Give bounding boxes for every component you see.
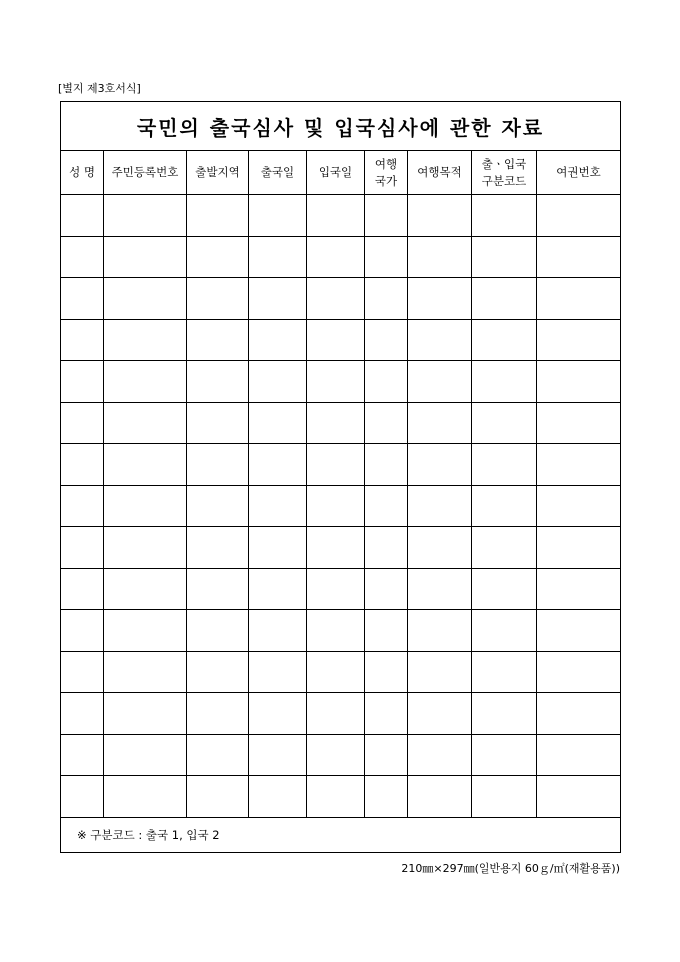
cell-entry-date[interactable] <box>307 278 365 320</box>
cell-entry-date[interactable] <box>307 568 365 610</box>
cell-entry-date[interactable] <box>307 610 365 652</box>
cell-travel-country[interactable] <box>365 568 408 610</box>
cell-travel-country[interactable] <box>365 485 408 527</box>
cell-departure-area[interactable] <box>187 278 249 320</box>
cell-departure-date[interactable] <box>249 610 307 652</box>
cell-resident-number[interactable] <box>104 361 187 403</box>
cell-travel-purpose[interactable] <box>408 236 472 278</box>
cell-travel-purpose[interactable] <box>408 693 472 735</box>
table-row <box>61 651 621 693</box>
col-entry-date: 입국일 <box>307 151 365 195</box>
cell-entry-date[interactable] <box>307 693 365 735</box>
cell-entry-date[interactable] <box>307 361 365 403</box>
cell-departure-area[interactable] <box>187 236 249 278</box>
col-passport-number: 여권번호 <box>537 151 621 195</box>
cell-travel-country[interactable] <box>365 776 408 818</box>
cell-resident-number[interactable] <box>104 319 187 361</box>
cell-departure-date[interactable] <box>249 776 307 818</box>
cell-entry-date[interactable] <box>307 527 365 569</box>
cell-entry-date[interactable] <box>307 651 365 693</box>
immigration-record-form <box>60 101 621 853</box>
cell-departure-date[interactable] <box>249 236 307 278</box>
cell-type-code[interactable] <box>472 361 537 403</box>
cell-resident-number[interactable] <box>104 527 187 569</box>
col-travel-country: 여행 국가 <box>365 151 408 195</box>
cell-name[interactable] <box>61 693 104 735</box>
cell-resident-number[interactable] <box>104 444 187 486</box>
table-row <box>61 319 621 361</box>
header-row <box>61 151 621 195</box>
cell-name[interactable] <box>61 734 104 776</box>
cell-travel-purpose[interactable] <box>408 527 472 569</box>
cell-type-code[interactable] <box>472 236 537 278</box>
table-row <box>61 485 621 527</box>
cell-travel-purpose[interactable] <box>408 651 472 693</box>
cell-departure-date[interactable] <box>249 402 307 444</box>
cell-passport-number[interactable] <box>537 402 621 444</box>
cell-name[interactable] <box>61 236 104 278</box>
cell-entry-date[interactable] <box>307 776 365 818</box>
cell-departure-date[interactable] <box>249 527 307 569</box>
cell-travel-purpose[interactable] <box>408 485 472 527</box>
cell-name[interactable] <box>61 444 104 486</box>
cell-departure-date[interactable] <box>249 651 307 693</box>
cell-resident-number[interactable] <box>104 485 187 527</box>
form-title-cell <box>61 102 621 151</box>
cell-passport-number[interactable] <box>537 693 621 735</box>
cell-type-code[interactable] <box>472 776 537 818</box>
cell-resident-number[interactable] <box>104 693 187 735</box>
cell-travel-country[interactable] <box>365 319 408 361</box>
cell-travel-purpose[interactable] <box>408 610 472 652</box>
table-row <box>61 568 621 610</box>
cell-passport-number[interactable] <box>537 278 621 320</box>
table-row <box>61 693 621 735</box>
cell-passport-number[interactable] <box>537 734 621 776</box>
col-departure-area: 출발지역 <box>187 151 249 195</box>
cell-departure-area[interactable] <box>187 402 249 444</box>
cell-departure-area[interactable] <box>187 734 249 776</box>
cell-departure-date[interactable] <box>249 361 307 403</box>
table-row <box>61 734 621 776</box>
form-label: [별지 제3호서식] <box>58 82 141 95</box>
cell-travel-country[interactable] <box>365 693 408 735</box>
table-row <box>61 402 621 444</box>
cell-type-code[interactable] <box>472 319 537 361</box>
cell-passport-number[interactable] <box>537 527 621 569</box>
table-row <box>61 278 621 320</box>
cell-type-code[interactable] <box>472 527 537 569</box>
col-travel-purpose: 여행목적 <box>408 151 472 195</box>
paper-spec: 210㎜×297㎜(일반용지 60ｇ/㎡(재활용품)) <box>401 862 620 875</box>
cell-name[interactable] <box>61 776 104 818</box>
cell-name[interactable] <box>61 402 104 444</box>
cell-type-code[interactable] <box>472 402 537 444</box>
cell-passport-number[interactable] <box>537 195 621 237</box>
cell-passport-number[interactable] <box>537 236 621 278</box>
cell-departure-area[interactable] <box>187 568 249 610</box>
cell-name[interactable] <box>61 610 104 652</box>
cell-entry-date[interactable] <box>307 236 365 278</box>
cell-name[interactable] <box>61 568 104 610</box>
cell-type-code[interactable] <box>472 195 537 237</box>
cell-type-code[interactable] <box>472 734 537 776</box>
cell-travel-purpose[interactable] <box>408 776 472 818</box>
col-departure-date: 출국일 <box>249 151 307 195</box>
cell-travel-purpose[interactable] <box>408 361 472 403</box>
cell-type-code[interactable] <box>472 651 537 693</box>
cell-departure-area[interactable] <box>187 693 249 735</box>
cell-passport-number[interactable] <box>537 319 621 361</box>
table-body <box>61 195 621 818</box>
cell-departure-area[interactable] <box>187 361 249 403</box>
table-row <box>61 527 621 569</box>
cell-departure-date[interactable] <box>249 278 307 320</box>
cell-travel-country[interactable] <box>365 195 408 237</box>
cell-travel-country[interactable] <box>365 236 408 278</box>
table-row <box>61 236 621 278</box>
form-title: 국민의 출국심사 및 입국심사에 관한 자료 <box>136 115 545 140</box>
cell-departure-area[interactable] <box>187 444 249 486</box>
cell-departure-date[interactable] <box>249 568 307 610</box>
cell-passport-number[interactable] <box>537 485 621 527</box>
table-row <box>61 610 621 652</box>
cell-type-code[interactable] <box>472 693 537 735</box>
cell-departure-area[interactable] <box>187 651 249 693</box>
table-row <box>61 361 621 403</box>
cell-resident-number[interactable] <box>104 402 187 444</box>
cell-departure-area[interactable] <box>187 776 249 818</box>
cell-travel-purpose[interactable] <box>408 444 472 486</box>
cell-travel-purpose[interactable] <box>408 195 472 237</box>
cell-departure-date[interactable] <box>249 195 307 237</box>
cell-travel-purpose[interactable] <box>408 734 472 776</box>
cell-type-code[interactable] <box>472 278 537 320</box>
col-resident-number: 주민등록번호 <box>104 151 187 195</box>
cell-passport-number[interactable] <box>537 361 621 403</box>
cell-passport-number[interactable] <box>537 444 621 486</box>
cell-resident-number[interactable] <box>104 776 187 818</box>
col-type-code: 출ㆍ입국 구분코드 <box>472 151 537 195</box>
cell-entry-date[interactable] <box>307 402 365 444</box>
code-note: ※ 구분코드 : 출국 1, 입국 2 <box>61 817 621 852</box>
cell-resident-number[interactable] <box>104 734 187 776</box>
cell-entry-date[interactable] <box>307 444 365 486</box>
cell-resident-number[interactable] <box>104 195 187 237</box>
cell-passport-number[interactable] <box>537 610 621 652</box>
cell-name[interactable] <box>61 361 104 403</box>
cell-resident-number[interactable] <box>104 278 187 320</box>
cell-departure-date[interactable] <box>249 485 307 527</box>
cell-travel-country[interactable] <box>365 361 408 403</box>
cell-entry-date[interactable] <box>307 195 365 237</box>
col-name: 성 명 <box>61 151 104 195</box>
cell-resident-number[interactable] <box>104 610 187 652</box>
cell-type-code[interactable] <box>472 568 537 610</box>
cell-travel-purpose[interactable] <box>408 402 472 444</box>
cell-travel-country[interactable] <box>365 527 408 569</box>
cell-passport-number[interactable] <box>537 776 621 818</box>
cell-passport-number[interactable] <box>537 568 621 610</box>
cell-resident-number[interactable] <box>104 236 187 278</box>
cell-departure-area[interactable] <box>187 195 249 237</box>
cell-travel-country[interactable] <box>365 402 408 444</box>
cell-type-code[interactable] <box>472 485 537 527</box>
cell-travel-country[interactable] <box>365 734 408 776</box>
cell-departure-date[interactable] <box>249 734 307 776</box>
cell-departure-area[interactable] <box>187 485 249 527</box>
cell-name[interactable] <box>61 485 104 527</box>
cell-travel-country[interactable] <box>365 610 408 652</box>
cell-departure-date[interactable] <box>249 319 307 361</box>
cell-travel-country[interactable] <box>365 444 408 486</box>
cell-entry-date[interactable] <box>307 485 365 527</box>
cell-travel-purpose[interactable] <box>408 319 472 361</box>
cell-resident-number[interactable] <box>104 651 187 693</box>
table-row <box>61 776 621 818</box>
cell-type-code[interactable] <box>472 610 537 652</box>
cell-name[interactable] <box>61 651 104 693</box>
cell-type-code[interactable] <box>472 444 537 486</box>
cell-name[interactable] <box>61 278 104 320</box>
table-row <box>61 195 621 237</box>
cell-entry-date[interactable] <box>307 734 365 776</box>
cell-name[interactable] <box>61 319 104 361</box>
table-row <box>61 444 621 486</box>
cell-travel-purpose[interactable] <box>408 568 472 610</box>
cell-passport-number[interactable] <box>537 651 621 693</box>
cell-departure-area[interactable] <box>187 610 249 652</box>
cell-entry-date[interactable] <box>307 319 365 361</box>
cell-travel-purpose[interactable] <box>408 278 472 320</box>
cell-departure-date[interactable] <box>249 444 307 486</box>
cell-name[interactable] <box>61 527 104 569</box>
cell-name[interactable] <box>61 195 104 237</box>
cell-departure-date[interactable] <box>249 693 307 735</box>
cell-travel-country[interactable] <box>365 651 408 693</box>
cell-departure-area[interactable] <box>187 319 249 361</box>
cell-departure-area[interactable] <box>187 527 249 569</box>
cell-travel-country[interactable] <box>365 278 408 320</box>
cell-resident-number[interactable] <box>104 568 187 610</box>
